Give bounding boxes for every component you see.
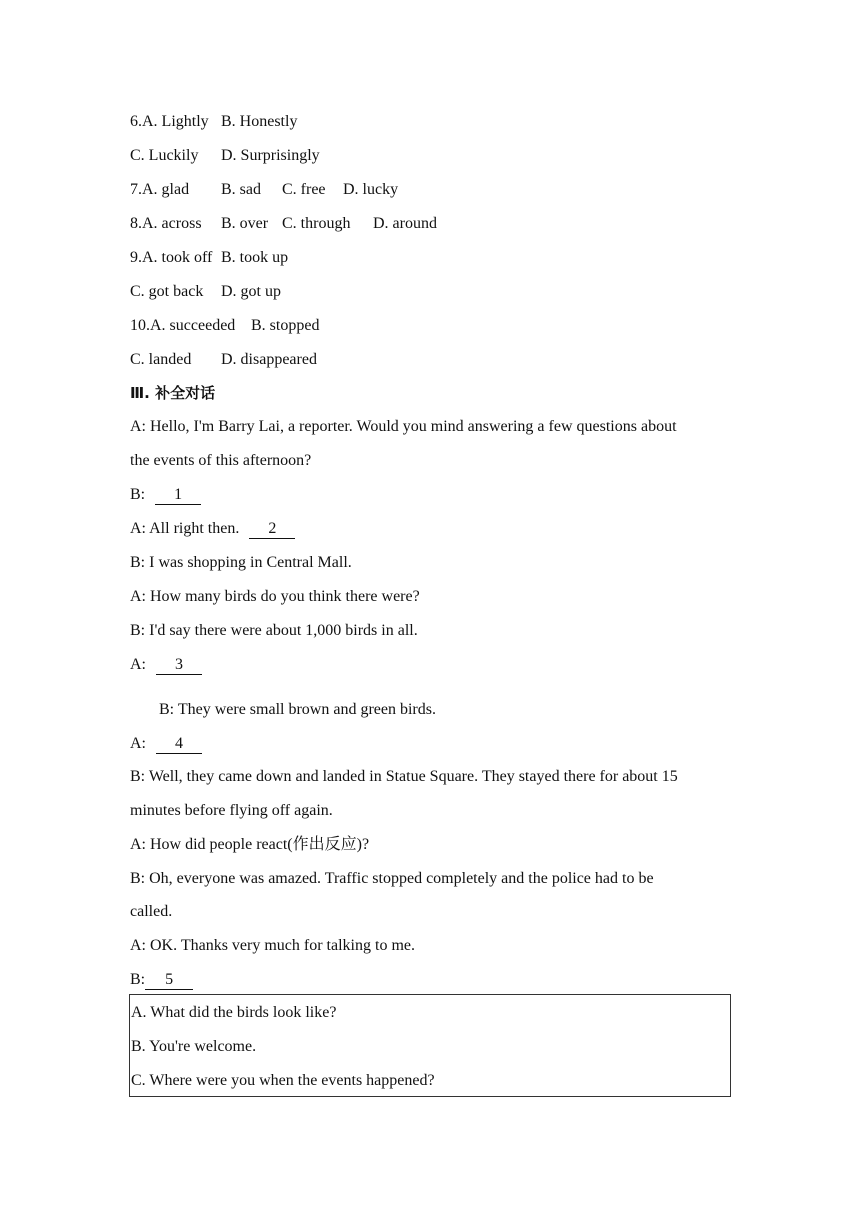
question-9-line-1 bbox=[130, 248, 288, 268]
dialogue-line-3 bbox=[130, 519, 295, 539]
section-heading: Ⅲ. 补全对话 bbox=[130, 384, 216, 402]
dialogue-line-14 bbox=[130, 970, 193, 990]
dialogue-line-13: A: OK. Thanks very much for talking to me. bbox=[130, 937, 415, 954]
q6-option-c: C. Luckily bbox=[130, 147, 199, 164]
question-10-line-2 bbox=[130, 350, 317, 370]
q10-option-a: 10.A. succeeded bbox=[130, 317, 236, 334]
speaker-b-label: B: bbox=[130, 486, 146, 503]
answer-blank-1[interactable]: 1 bbox=[155, 486, 201, 505]
q7-option-d: D. lucky bbox=[343, 181, 399, 198]
q8-option-d: D. around bbox=[373, 215, 437, 232]
answer-blank-3[interactable]: 3 bbox=[156, 656, 202, 675]
dialogue-line-6: B: I'd say there were about 1,000 birds in all. bbox=[130, 622, 418, 639]
q10-option-d: D. disappeared bbox=[221, 351, 317, 368]
q9-option-c: C. got back bbox=[130, 283, 204, 300]
speaker-a-label: A: bbox=[130, 656, 146, 673]
dialogue-line-4: B: I was shopping in Central Mall. bbox=[130, 554, 352, 571]
question-8-line-1 bbox=[130, 214, 437, 234]
dialogue-line-11: A: How did people react(作出反应)? bbox=[130, 836, 370, 853]
dialogue-line-8: B: They were small brown and green birds. bbox=[159, 701, 436, 718]
q8-option-c: C. through bbox=[282, 215, 351, 232]
speaker-a-label: A: bbox=[130, 735, 146, 752]
q10-option-b: B. stopped bbox=[251, 317, 320, 334]
dialogue-line-10: B: Well, they came down and landed in Statue Square. They stayed there for about 15 bbox=[130, 768, 678, 785]
question-9-line-2 bbox=[130, 282, 281, 302]
question-6-line-1 bbox=[130, 112, 297, 132]
dialogue-line-12-continued: called. bbox=[130, 903, 173, 920]
question-6-line-2 bbox=[130, 146, 320, 166]
q9-option-a: 9.A. took off bbox=[130, 249, 213, 266]
q7-option-c: C. free bbox=[282, 181, 326, 198]
q8-option-a: 8.A. across bbox=[130, 215, 202, 232]
answer-blank-2[interactable]: 2 bbox=[249, 520, 295, 539]
dialogue-line-5: A: How many birds do you think there were? bbox=[130, 588, 420, 605]
question-10-line-1 bbox=[130, 316, 319, 336]
question-7-line-1 bbox=[130, 180, 398, 200]
q6-option-a: 6.A. Lightly bbox=[130, 113, 209, 130]
q7-option-a: 7.A. glad bbox=[130, 181, 190, 198]
answer-blank-5[interactable]: 5 bbox=[145, 971, 193, 990]
option-b: B. You're welcome. bbox=[131, 1038, 257, 1055]
answer-options-box bbox=[129, 994, 731, 1097]
q9-option-d: D. got up bbox=[221, 283, 281, 300]
speaker-b-label: B: bbox=[130, 971, 146, 988]
dialogue-line-9 bbox=[130, 734, 202, 754]
dialogue-line-1-continued: the events of this afternoon? bbox=[130, 452, 312, 469]
dialogue-line-1: A: Hello, I'm Barry Lai, a reporter. Would you mind answering a few questions about bbox=[130, 418, 677, 435]
q10-option-c: C. landed bbox=[130, 351, 192, 368]
dialogue-line-12: B: Oh, everyone was amazed. Traffic stopped completely and the police had to be bbox=[130, 870, 654, 887]
dialogue-line-3-text: A: All right then. bbox=[130, 520, 240, 537]
option-c: C. Where were you when the events happened? bbox=[131, 1072, 435, 1089]
option-a: A. What did the birds look like? bbox=[131, 1004, 337, 1021]
q6-option-b: B. Honestly bbox=[221, 113, 298, 130]
q8-option-b: B. over bbox=[221, 215, 269, 232]
dialogue-line-7 bbox=[130, 655, 202, 675]
dialogue-line-10-continued: minutes before flying off again. bbox=[130, 802, 333, 819]
dialogue-line-2 bbox=[130, 485, 201, 505]
q6-option-d: D. Surprisingly bbox=[221, 147, 320, 164]
q9-option-b: B. took up bbox=[221, 249, 289, 266]
q7-option-b: B. sad bbox=[221, 181, 261, 198]
answer-blank-4[interactable]: 4 bbox=[156, 735, 202, 754]
